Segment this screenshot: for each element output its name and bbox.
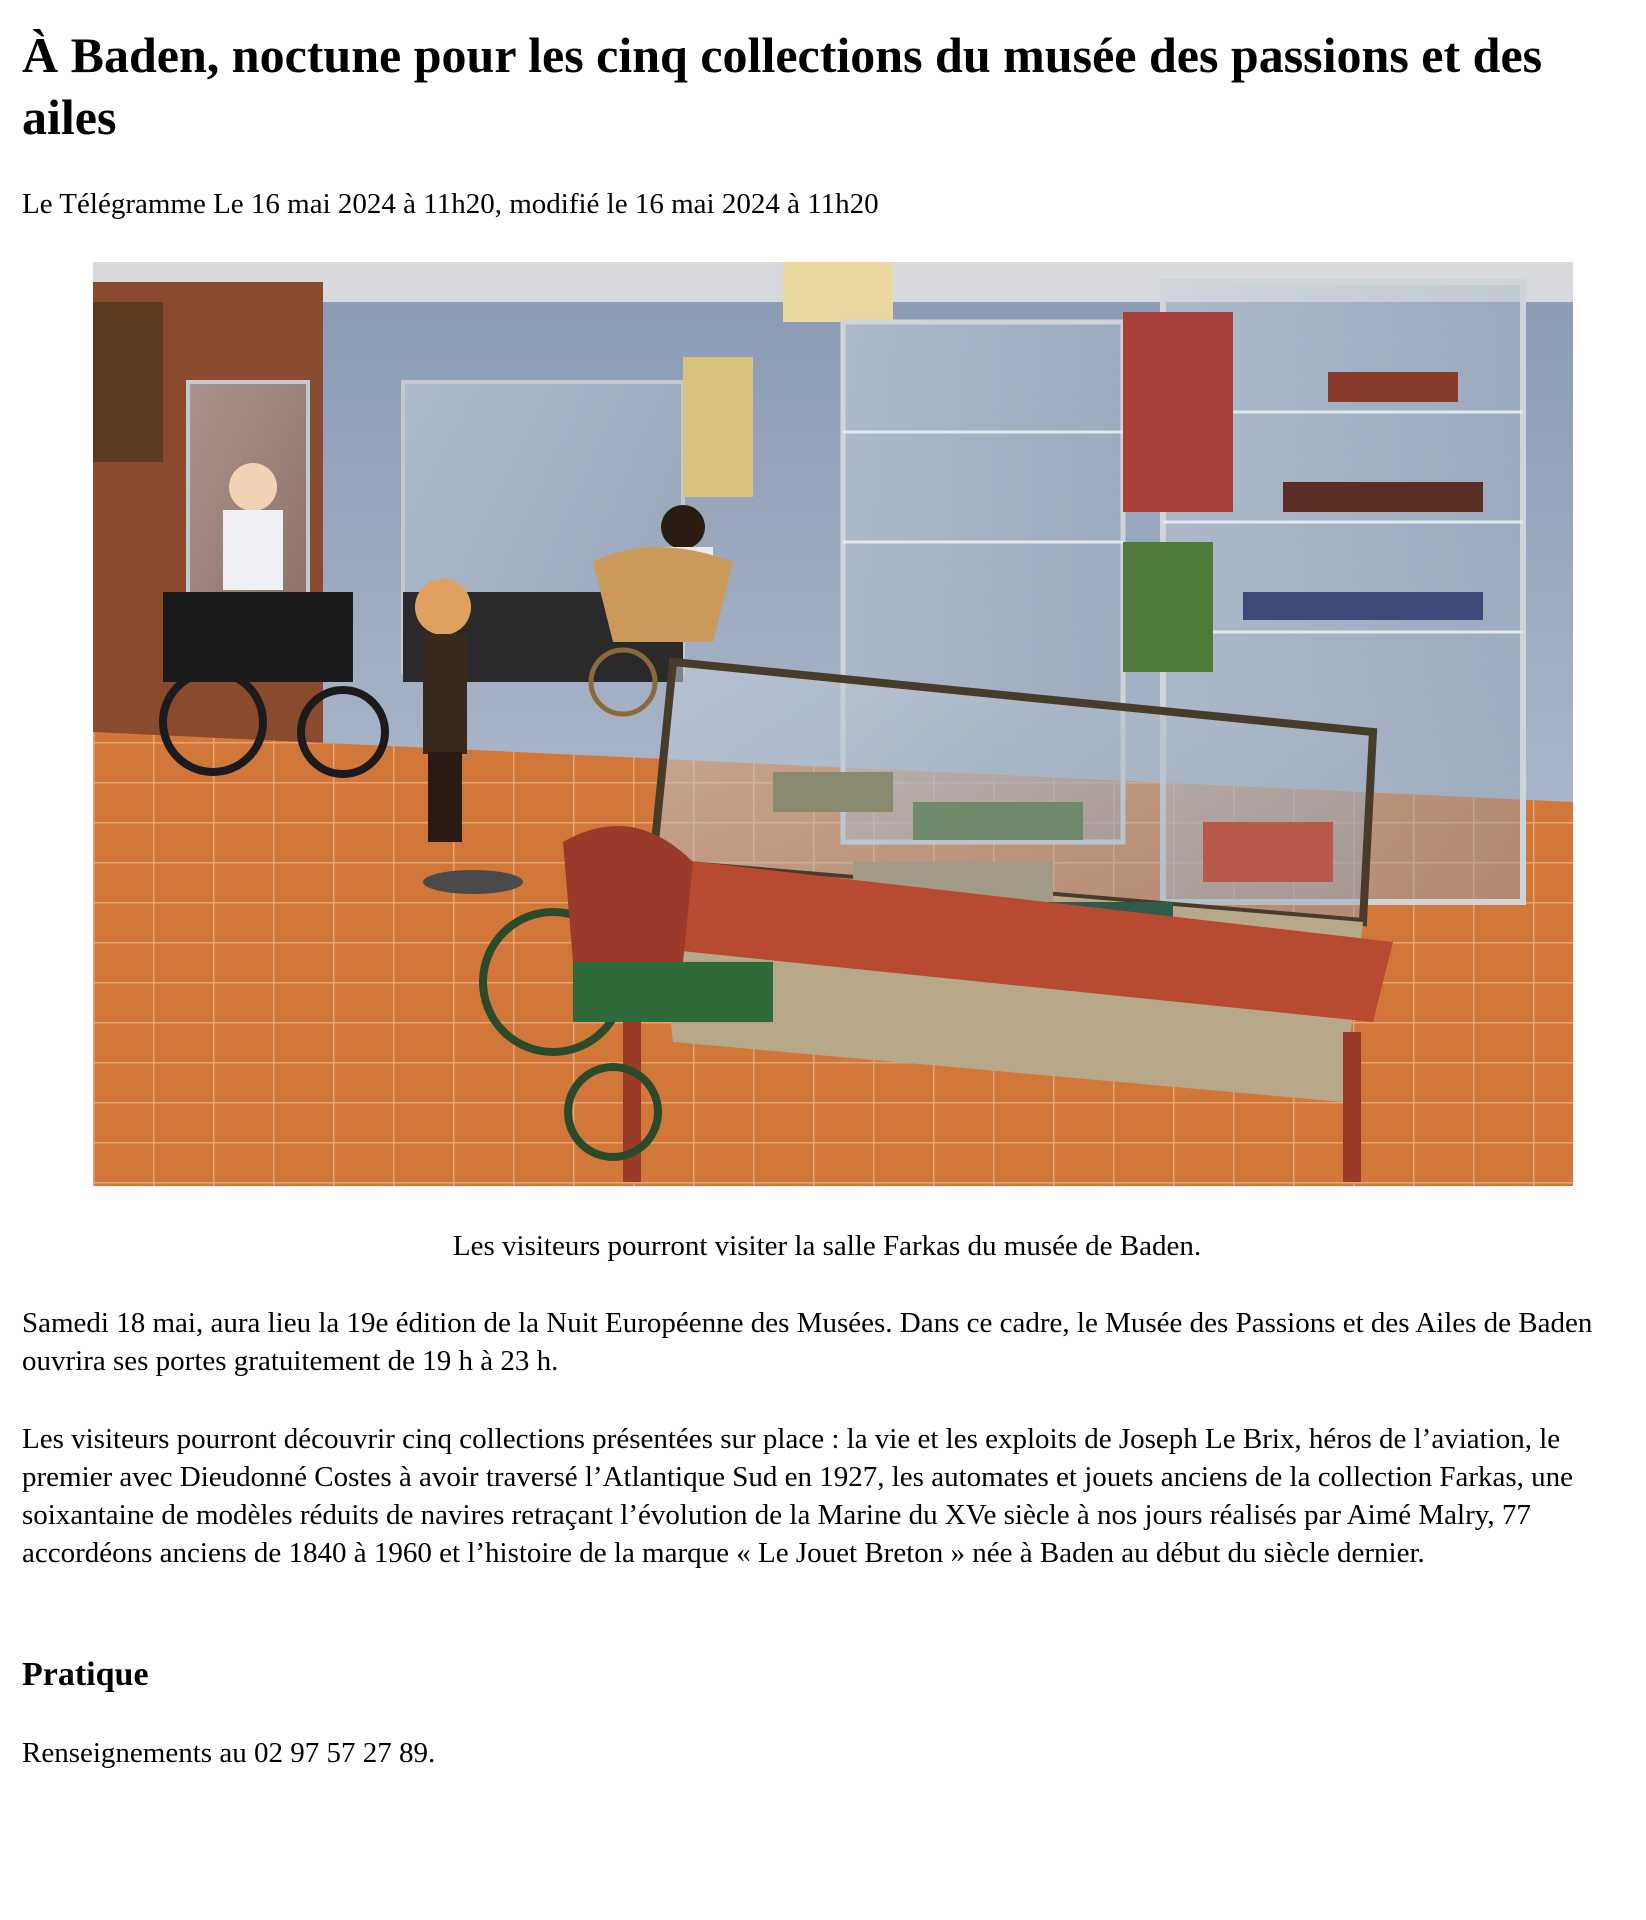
article-title: À Baden, noctune pour les cinq collections du musée des passions et des ailes [22,27,1543,145]
photo-caption: Les visiteurs pourront visiter la salle Farkas du musée de Baden. [452,1230,1202,1262]
museum-photo [93,262,1573,1186]
paragraph-intro: Samedi 18 mai, aura lieu la 19e édition de la Nuit Européenne des Musées. Dans ce cadre, le Musée des Passions et des Ailes de Baden ouvrira ses portes gratuitement de 19 h à 23 h. [22,1307,1593,1377]
section-heading-pratique: Pratique [22,1656,149,1693]
museum-photo-illustration [93,262,1573,1186]
info-text: Renseignements au 02 97 57 27 89. [22,1737,436,1769]
paragraph-collections: Les visiteurs pourront découvrir cinq collections présentées sur place : la vie et les exploits de Joseph Le Brix, héros de l’aviation, le premier avec Dieudonné Costes à avoir traversé l’Atlantique Sud en 1927, les automates et jouets anciens de la collection Farkas, une soixantaine de modèles réduits de navires retraçant l’évolution de la Marine du XVe siècle à nos jours réalisés par Aimé Malry, 77 accordéons anciens de 1840 à 1960 et l’histoire de la marque « Le Jouet Breton » née à Baden au début du siècle dernier. [22,1423,1574,1569]
byline: Le Télégramme Le 16 mai 2024 à 11h20, modifié le 16 mai 2024 à 11h20 [22,188,879,220]
